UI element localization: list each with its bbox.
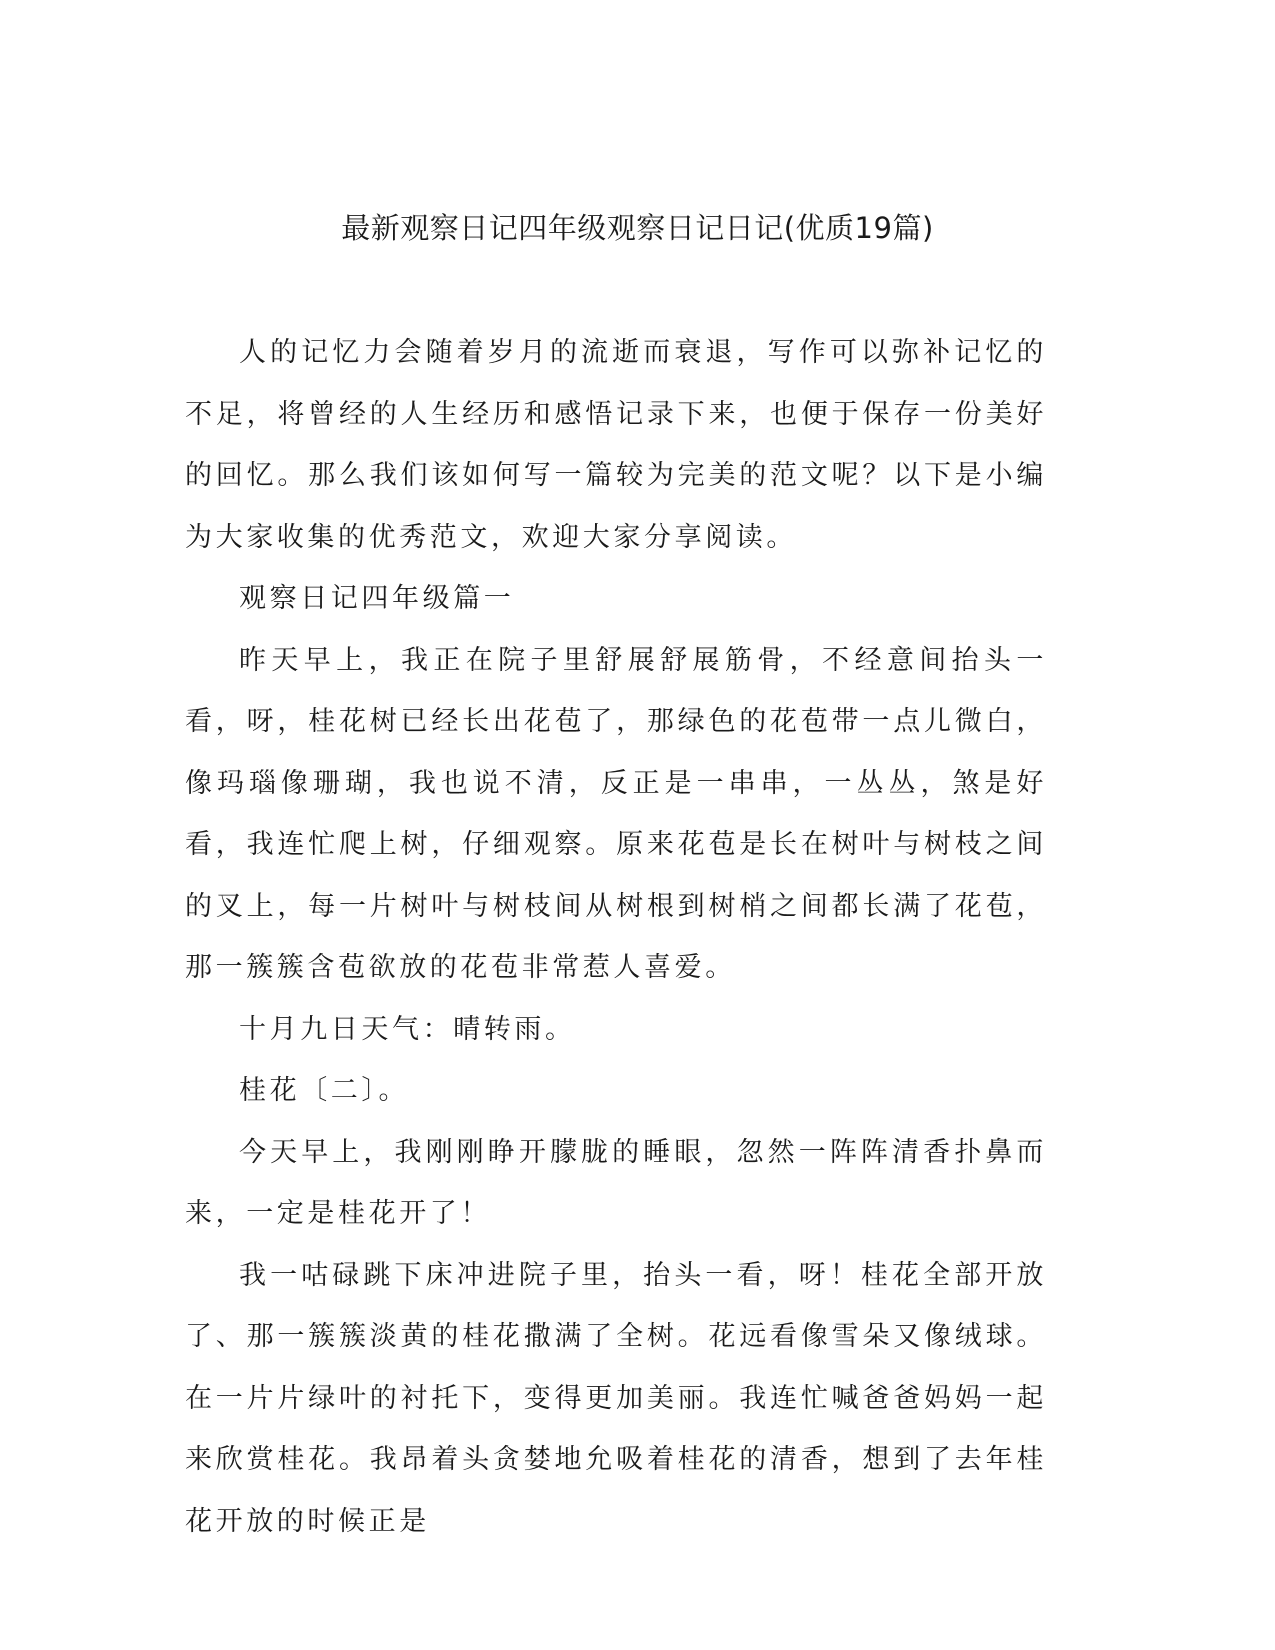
paragraph-morning-scent: 今天早上，我刚刚睁开朦胧的睡眼，忽然一阵阵清香扑鼻而来，一定是桂花开了！ bbox=[185, 1136, 1047, 1229]
diary-date-weather: 十月九日天气：晴转雨。 bbox=[239, 1013, 576, 1045]
document-title: 最新观察日记四年级观察日记日记(优质19篇) bbox=[341, 211, 934, 245]
paragraph-intro: 人的记忆力会随着岁月的流逝而衰退，写作可以弥补记忆的不足，将曾经的人生经历和感悟记录下来，也便于保存一份美好的回忆。那么我们该如何写一篇较为完美的范文呢？以下是小编为大家收集的优秀范文，欢迎大家分享阅读。 bbox=[185, 337, 1047, 553]
section-heading: 观察日记四年级篇一 bbox=[239, 583, 515, 614]
document-body bbox=[185, 322, 1047, 1552]
paragraph-osmanthus-bloom: 我一咕碌跳下床冲进院子里，抬头一看，呀！桂花全部开放了、那一簇簇淡黄的桂花撒满了全树。花远看像雪朵又像绒球。在一片片绿叶的衬托下，变得更加美丽。我连忙喊爸爸妈妈一起来欣赏桂花。我昂着头贪婪地允吸着桂花的清香，想到了去年桂花开放的时候正是 bbox=[185, 1259, 1047, 1537]
diary-subheading: 桂花〔二〕。 bbox=[239, 1075, 410, 1106]
paragraph-osmanthus-buds: 昨天早上，我正在院子里舒展舒展筋骨，不经意间抬头一看，呀，桂花树已经长出花苞了，那绿色的花苞带一点儿微白，像玛瑙像珊瑚，我也说不清，反正是一串串，一丛丛，煞是好看，我连忙爬上树，仔细观察。原来花苞是长在树叶与树枝之间的叉上，每一片树叶与树枝间从树根到树梢之间都长满了花苞，那一簇簇含苞欲放的花苞非常惹人喜爱。 bbox=[185, 644, 1047, 983]
